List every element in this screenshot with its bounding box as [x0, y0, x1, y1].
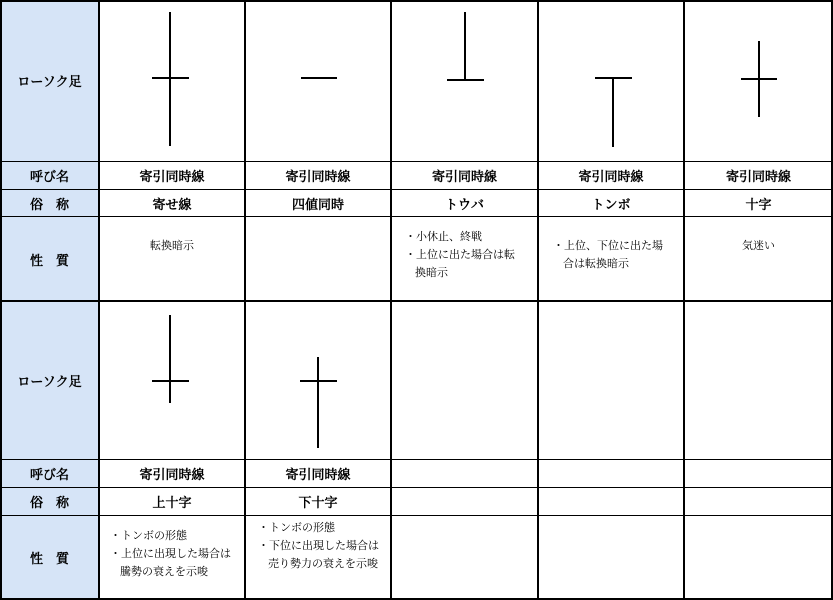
pattern-name: 寄引同時線 — [139, 467, 205, 483]
row-label-common: 俗 称 — [0, 189, 99, 217]
row-label-candle: ローソク足 — [0, 0, 99, 161]
pattern-nature — [553, 237, 671, 297]
pattern-nature — [110, 527, 238, 597]
grid-line — [0, 0, 833, 2]
nature-item: ・小休止、終戦 — [405, 230, 482, 243]
pattern-name: 寄引同時線 — [285, 467, 351, 483]
pattern-common-name: 下十字 — [298, 495, 338, 511]
grid-line — [0, 216, 833, 217]
candle-lower-cross — [300, 357, 337, 448]
pattern-common-name: 十字 — [745, 197, 772, 213]
grid-line — [0, 515, 833, 516]
candle-upper-cross — [152, 315, 189, 403]
grid-line — [0, 459, 833, 460]
pattern-name: 寄引同時線 — [578, 169, 644, 185]
candle-wick — [464, 12, 466, 81]
grid-line — [0, 161, 833, 162]
grid-line — [0, 487, 833, 488]
grid-line — [0, 189, 833, 190]
pattern-common-name: トンボ — [591, 197, 631, 213]
candle-body — [152, 380, 189, 382]
pattern-common-name: 上十字 — [152, 495, 192, 511]
pattern-nature: 転換暗示 — [150, 239, 194, 252]
pattern-name: 寄引同時線 — [431, 169, 497, 185]
candle-body — [447, 79, 484, 81]
nature-item: ・上位、下位に出た場合は転換暗示 — [553, 239, 663, 270]
candle-wick — [169, 315, 171, 403]
candle-body — [301, 77, 337, 79]
nature-item: ・上位に出た場合は転換暗示 — [405, 248, 515, 279]
row-label-name-2: 呼び名 — [0, 459, 99, 487]
nature-item: ・トンボの形態 — [110, 529, 187, 542]
pattern-name: 寄引同時線 — [285, 169, 351, 185]
pattern-nature — [258, 519, 384, 597]
pattern-nature — [405, 228, 525, 298]
candle-gravestone — [447, 12, 484, 81]
candle-body — [741, 78, 777, 80]
candle-wick — [317, 357, 319, 448]
candle-four-price — [301, 77, 337, 79]
row-label-nature: 性 質 — [0, 217, 99, 301]
candle-doji-long — [152, 12, 189, 146]
row-label-nature-2: 性 質 — [0, 515, 99, 600]
nature-item: ・上位に出現した場合は騰勢の衰えを示唆 — [110, 547, 231, 578]
candle-wick — [612, 77, 614, 147]
pattern-name: 寄引同時線 — [725, 169, 791, 185]
pattern-nature — [245, 217, 391, 301]
pattern-common-name: トウバ — [444, 197, 484, 213]
row-label-name: 呼び名 — [0, 161, 99, 189]
pattern-common-name: 四値同時 — [291, 197, 344, 213]
row-label-candle-2: ローソク足 — [0, 301, 99, 459]
pattern-name: 寄引同時線 — [139, 169, 205, 185]
candle-dragonfly — [595, 77, 632, 147]
nature-item: ・トンボの形態 — [258, 521, 335, 534]
candle-body — [300, 380, 337, 382]
pattern-common-name: 寄せ線 — [152, 197, 192, 213]
candle-cross — [741, 41, 777, 117]
candle-body — [152, 77, 189, 79]
row-label-common-2: 俗 称 — [0, 487, 99, 515]
grid-line — [0, 300, 833, 302]
pattern-nature: 気迷い — [742, 239, 775, 252]
candle-body — [595, 77, 632, 79]
candle-wick — [169, 12, 171, 146]
nature-item: ・下位に出現した場合は売り勢力の衰えを示唆 — [258, 539, 379, 570]
